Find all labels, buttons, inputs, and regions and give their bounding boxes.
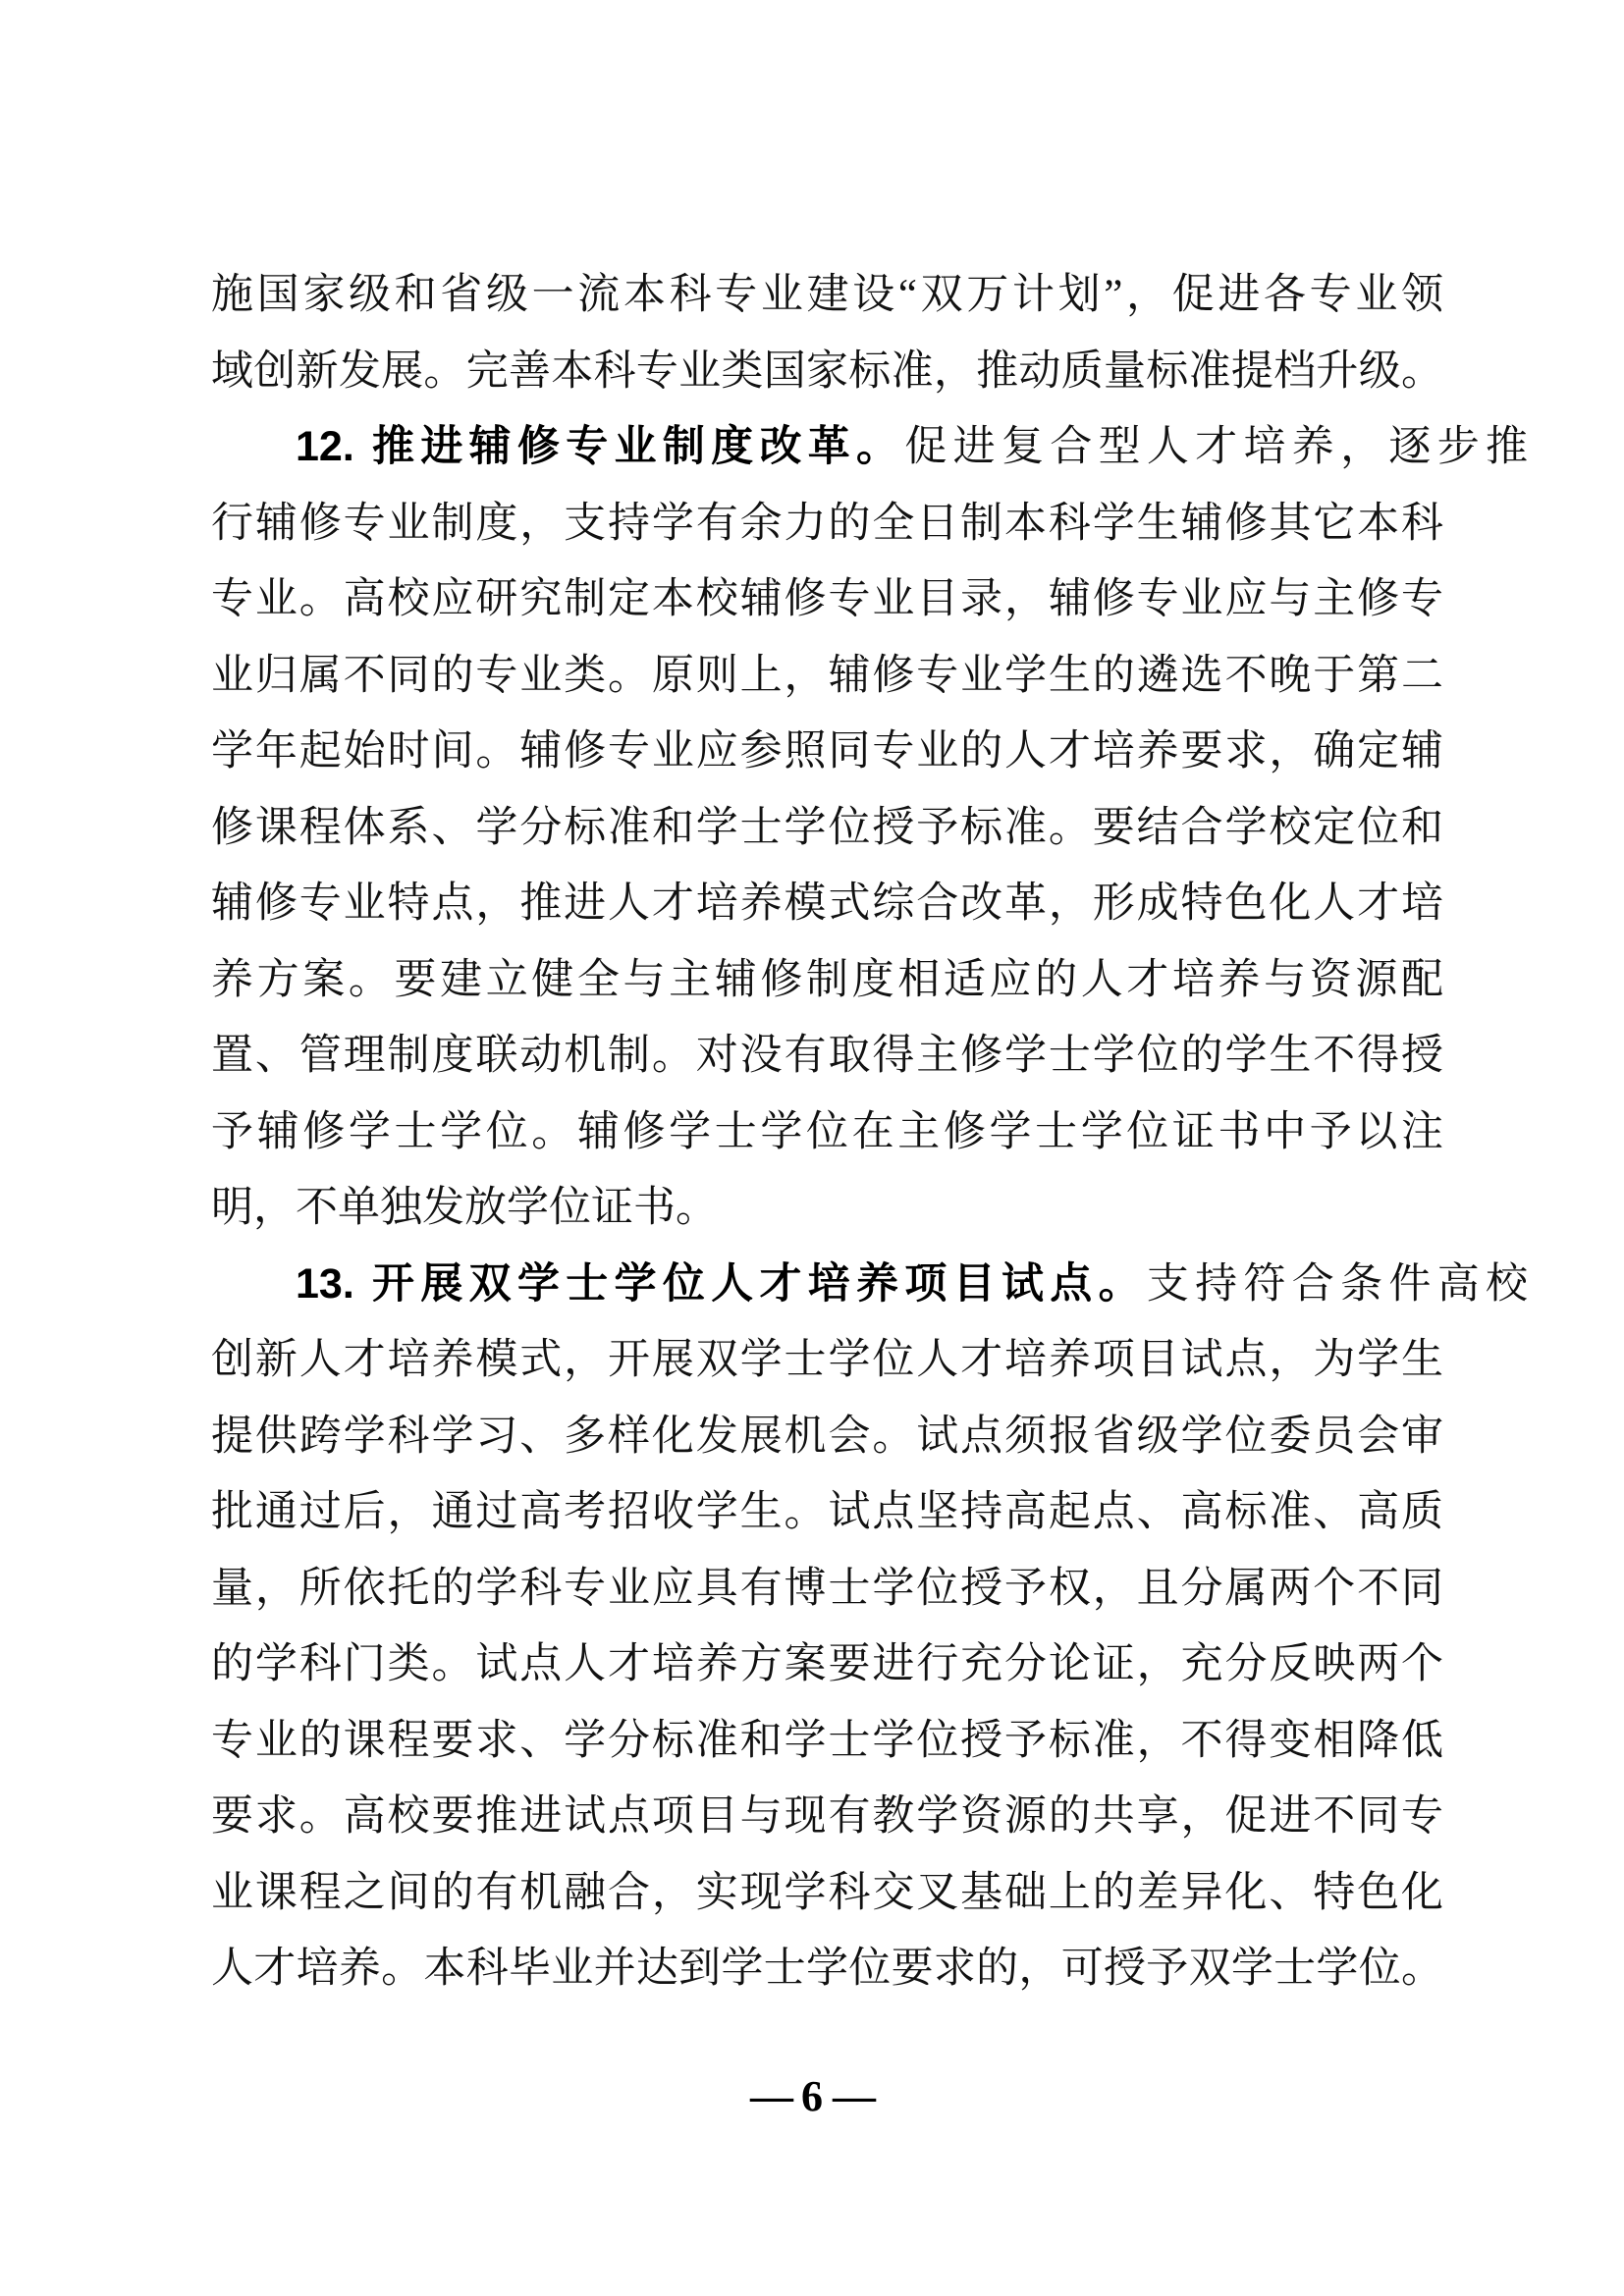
body-text: 的学科门类。试点人才培养方案要进行充分论证，充分反映两个 [211,1641,1443,1687]
body-text: 辅修专业特点，推进人才培养模式综合改革，形成特色化人才培 [211,881,1443,927]
body-text: 明，不单独发放学位证书。 [211,1185,718,1231]
body-text: 人才培养。本科毕业并达到学士学位要求的，可授予双学士学位。 [211,1946,1443,1992]
footer-dash-left: — [750,2071,791,2120]
body-text: 要求。高校要推进试点项目与现有教学资源的共享，促进不同专 [211,1793,1443,1840]
text-line [211,334,1443,410]
text-line [211,1170,1443,1247]
text-line [211,1703,1443,1780]
paragraph-continuation [211,257,1443,409]
body-text: 提供跨学科学习、多样化发展机会。试点须报省级学位委员会审 [211,1413,1443,1460]
text-line [211,866,1443,942]
body-text: 业归属不同的专业类。原则上，辅修专业学生的遴选不晚于第二 [211,652,1443,699]
paragraph-item-12 [211,409,1528,1247]
body-text: 学年起始时间。辅修专业应参照同专业的人才培养要求，确定辅 [211,728,1443,774]
text-line [211,790,1443,867]
text-line [211,1095,1443,1171]
text-line [211,714,1443,790]
paragraph-item-13 [211,1247,1528,2007]
body-text: 行辅修专业制度，支持学有余力的全日制本科学生辅修其它本科 [211,500,1443,547]
text-line [211,942,1443,1019]
text-line [211,257,1443,334]
text-line [211,1399,1443,1475]
body-text: 置、管理制度联动机制。对没有取得主修学士学位的学生不得授 [211,1033,1443,1079]
item-heading-text: 12. 推进辅修专业制度改革。 [296,423,905,470]
body-text: 批通过后，通过高考招收学生。试点坚持高起点、高标准、高质 [211,1489,1443,1535]
body-text: 促进复合型人才培养，逐步推 [904,424,1528,470]
text-line [211,561,1443,638]
body-text: 养方案。要建立健全与主辅修制度相适应的人才培养与资源配 [211,956,1443,1003]
text-line [211,1779,1443,1855]
text-line [211,1551,1443,1628]
page-footer [0,2061,1624,2130]
body-text: 予辅修学士学位。辅修学士学位在主修学士学位证书中予以注 [211,1108,1443,1155]
body-text: 业课程之间的有机融合，实现学科交叉基础上的差异化、特色化 [211,1869,1443,1916]
text-line [211,1247,1528,1323]
text-line [211,1931,1443,2007]
body-text: 创新人才培养模式，开展双学士学位人才培养项目试点，为学生 [211,1337,1443,1383]
body-text: 专业。高校应研究制定本校辅修专业目录，辅修专业应与主修专 [211,576,1443,622]
body-text: 支持符合条件高校 [1146,1260,1528,1308]
text-line [211,409,1528,486]
body-text: 域创新发展。完善本科专业类国家标准，推动质量标准提档升级。 [211,347,1443,395]
footer-dash-right: — [833,2071,874,2120]
text-line [211,1322,1443,1399]
text-line [211,1627,1443,1703]
text-line [211,1474,1443,1551]
item-heading-text: 13. 开展双学士学位人才培养项目试点。 [296,1259,1147,1308]
text-line [211,486,1443,562]
text-line [211,1855,1443,1932]
text-line [211,1018,1443,1095]
body-text: 施国家级和省级一流本科专业建设“双万计划”，促进各专业领 [211,272,1443,318]
body-text: 量，所依托的学科专业应具有博士学位授予权，且分属两个不同 [211,1565,1443,1612]
body-text: 专业的课程要求、学分标准和学士学位授予标准，不得变相降低 [211,1717,1443,1764]
body-text: 修课程体系、学分标准和学士学位授予标准。要结合学校定位和 [211,804,1443,851]
text-line [211,638,1443,715]
document-body [211,257,1528,2007]
page-number: 6 [801,2071,823,2120]
